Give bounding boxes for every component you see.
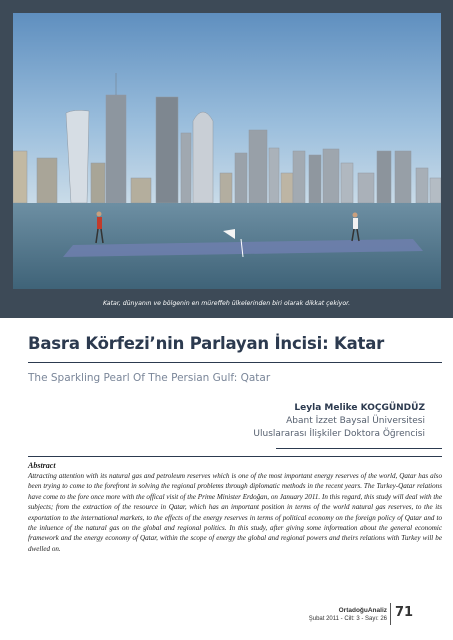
footer-separator (390, 603, 391, 625)
author-name: Leyla Melike KOÇGÜNDÜZ (294, 403, 425, 413)
article-title: Basra Körfezi’nin Parlayan İncisi: Katar (28, 334, 385, 353)
doha-skyline-photo (13, 13, 441, 289)
title-divider (28, 362, 442, 363)
author-divider (276, 448, 442, 449)
author-block (253, 402, 425, 441)
page-number: 71 (395, 605, 414, 620)
photo-frame (0, 0, 453, 318)
author-affiliation-university: Abant İzzet Baysal Üniversitesi (286, 416, 425, 426)
photo-caption: Katar, dünyanın ve bölgenin en müreffeh ülkelerinden biri olarak dikkat çekiyor. (102, 300, 351, 307)
footer-brand: OrtadoğuAnaliz (338, 607, 387, 614)
footer-publication (309, 607, 387, 623)
abstract-text: Attracting attention with its natural gas and petroleum reserves which is one of the most important energy reserves of the world, Qatar has also been trying to come to the forefront in solving the regional problems through diplomatic methods in the recent years. The Turkey-Qatar relations have come to the fore once more with the offical visit of the Prime Minister Erdoğan, on January 2011. In this regard, this study will deal with the subjects; from the extraction of the resource in Qatar, which has an important position in terms of the world natural gas reserves, to the its exportation to the international markets, to the effects of the energy reserves in terms of political economy on the foreign policy of Qatar and to the inluence of the natural gas on the global and regional politics. In this study, after giving some information about the general economic framework and the energy economy of Qatar, within the scope of energy the global and regional powers and theirs relations with Turkey will be dwelled on. (28, 472, 442, 553)
article-subtitle: The Sparkling Pearl Of The Persian Gulf: Qatar (28, 372, 271, 384)
skyline-illustration (13, 13, 441, 289)
author-affiliation-department: Uluslararası İlişkiler Doktora Öğrencisi (253, 429, 425, 439)
footer-issue: Şubat 2011 - Cilt: 3 - Sayı: 26 (308, 616, 387, 622)
abstract-divider (28, 456, 442, 457)
abstract-heading: Abstract (28, 461, 56, 470)
